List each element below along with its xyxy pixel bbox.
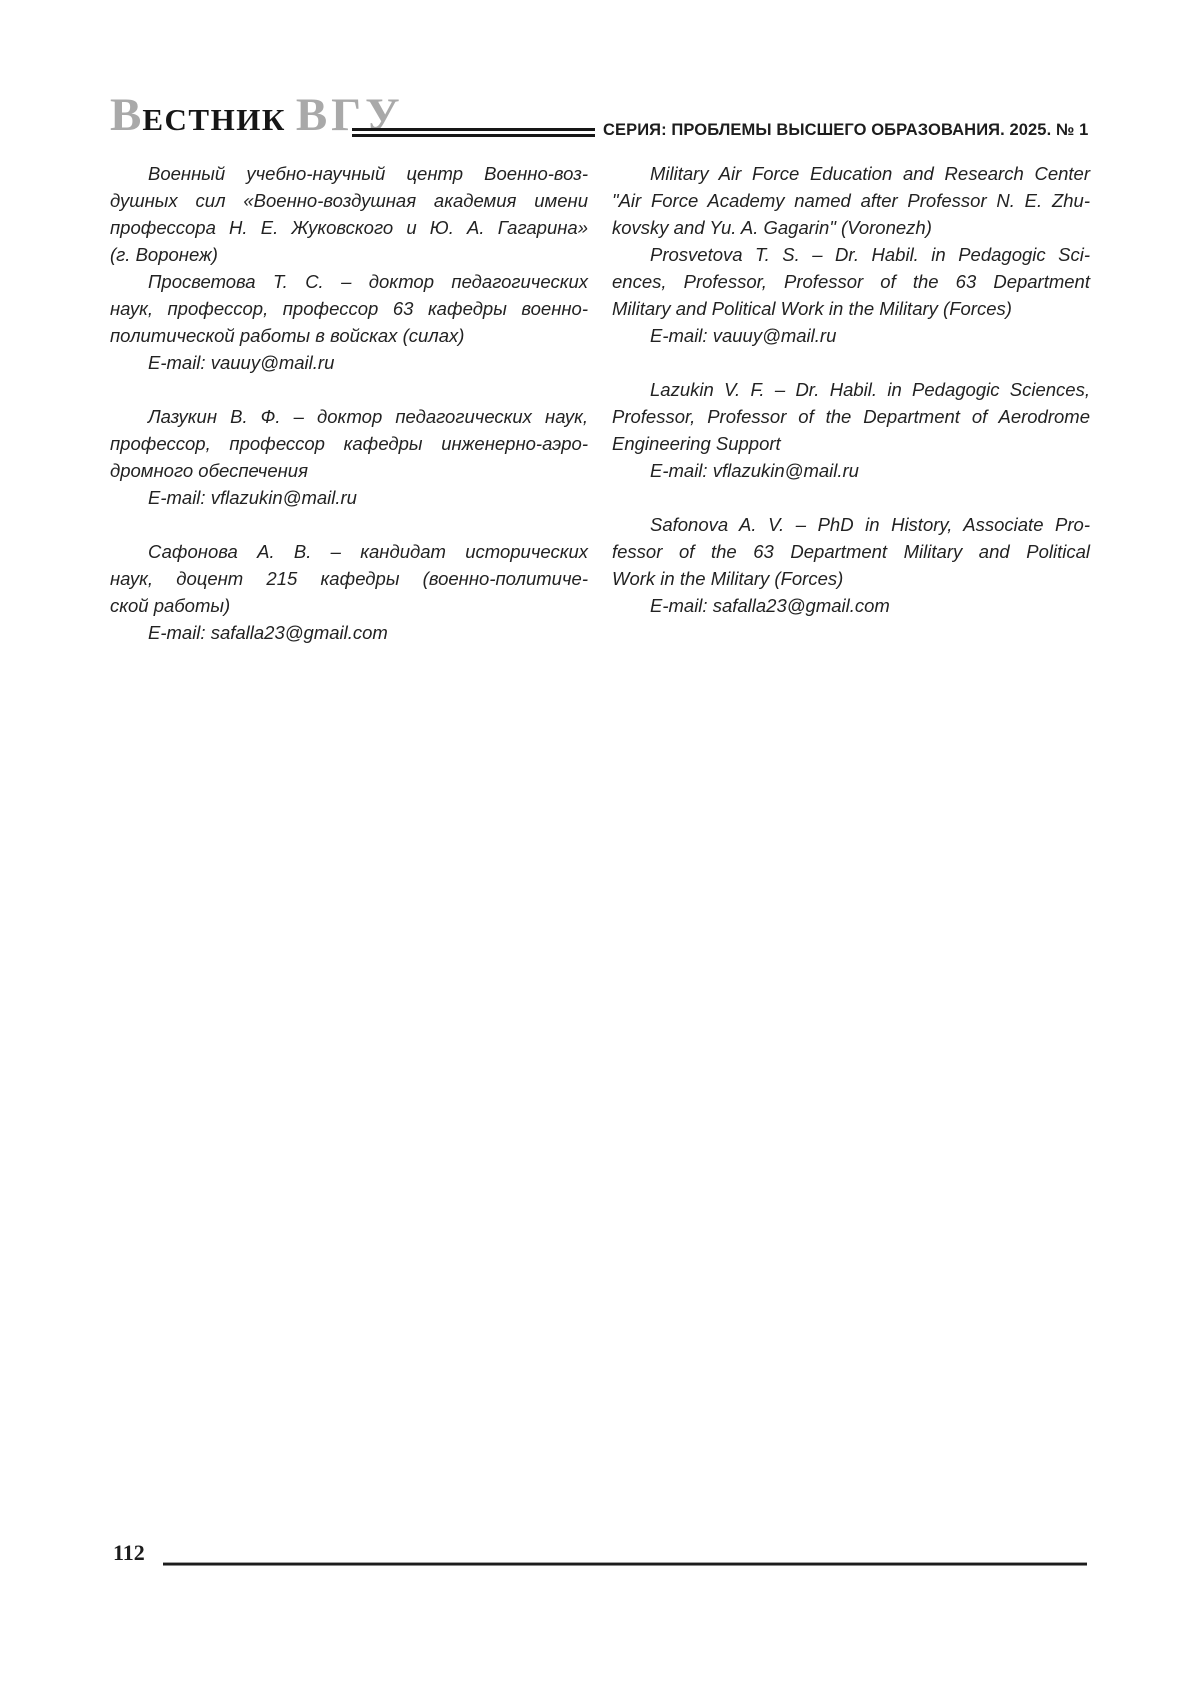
paragraph bbox=[612, 241, 1090, 322]
page-footer bbox=[0, 1540, 1200, 1580]
page-header bbox=[0, 0, 1200, 150]
text-line: E-mail: vflazukin@mail.ru bbox=[148, 487, 357, 508]
text-line: ences, Professor, Professor of the 63 Department bbox=[612, 271, 1090, 292]
logo-word-rest: ЕСТНИК bbox=[142, 102, 286, 137]
header-double-rule bbox=[352, 128, 595, 137]
paragraph bbox=[612, 160, 1090, 241]
paragraph bbox=[110, 538, 588, 619]
text-line: Professor, Professor of the Department of Aerodrome bbox=[612, 406, 1090, 427]
paragraph bbox=[110, 160, 588, 268]
paragraph bbox=[612, 322, 1090, 349]
text-line: E-mail: vauuy@mail.ru bbox=[148, 352, 335, 373]
journal-logo bbox=[110, 89, 404, 147]
column-english bbox=[612, 160, 1090, 646]
text-line: (г. Воронеж) bbox=[110, 244, 218, 265]
text-line: E-mail: vauuy@mail.ru bbox=[650, 325, 837, 346]
text-line: дромного обеспечения bbox=[110, 460, 308, 481]
text-line: Military and Political Work in the Military (Forces) bbox=[612, 298, 1012, 319]
text-line: ской работы) bbox=[110, 595, 231, 616]
text-line: профессора Н. Е. Жуковского и Ю. А. Гагарина» bbox=[110, 217, 588, 238]
text-line: kovsky and Yu. A. Gagarin" (Voronezh) bbox=[612, 217, 932, 238]
text-line: Сафонова А. В. – кандидат исторических bbox=[148, 541, 588, 562]
text-line: E-mail: safalla23@gmail.com bbox=[148, 622, 388, 643]
series-title: СЕРИЯ: ПРОБЛЕМЫ ВЫСШЕГО ОБРАЗОВАНИЯ. 2025. № 1 bbox=[603, 121, 1089, 139]
text-line: душных сил «Военно-воздушная академия имени bbox=[110, 190, 588, 211]
author-info-columns bbox=[110, 160, 1090, 646]
paragraph bbox=[110, 268, 588, 349]
column-russian bbox=[110, 160, 588, 646]
text-line: Prosvetova T. S. – Dr. Habil. in Pedagogic Sci- bbox=[650, 244, 1090, 265]
paragraph bbox=[110, 349, 588, 376]
paragraph bbox=[612, 457, 1090, 484]
text-line: наук, профессор, профессор 63 кафедры военно- bbox=[110, 298, 588, 319]
paragraph bbox=[612, 511, 1090, 592]
text-line: Military Air Force Education and Research Center bbox=[650, 163, 1090, 184]
paragraph bbox=[110, 619, 588, 646]
text-line: Lazukin V. F. – Dr. Habil. in Pedagogic Sciences, bbox=[650, 379, 1090, 400]
paragraph bbox=[110, 484, 588, 511]
text-line: Военный учебно-научный центр Военно-воз- bbox=[148, 163, 588, 184]
paragraph bbox=[612, 592, 1090, 619]
text-line: Лазукин В. Ф. – доктор педагогических наук, bbox=[148, 406, 588, 427]
text-line: профессор, профессор кафедры инженерно-аэро- bbox=[110, 433, 588, 454]
paragraph bbox=[110, 403, 588, 484]
page-number: 112 bbox=[113, 1540, 145, 1565]
logo-initial-letter: В bbox=[110, 89, 143, 141]
text-line: fessor of the 63 Department Military and Political bbox=[612, 541, 1090, 562]
text-line: "Air Force Academy named after Professor N. E. Zhu- bbox=[612, 190, 1090, 211]
text-line: наук, доцент 215 кафедры (военно-политиче- bbox=[110, 568, 588, 589]
text-line: E-mail: vflazukin@mail.ru bbox=[650, 460, 859, 481]
text-line: Просветова Т. С. – доктор педагогических bbox=[148, 271, 588, 292]
text-line: политической работы в войсках (силах) bbox=[110, 325, 465, 346]
text-line: Work in the Military (Forces) bbox=[612, 568, 844, 589]
text-line: Engineering Support bbox=[612, 433, 781, 454]
text-line: Safonova A. V. – PhD in History, Associate Pro- bbox=[650, 514, 1090, 535]
logo-university-abbr: ВГУ bbox=[295, 89, 404, 141]
paragraph bbox=[612, 376, 1090, 457]
footer-rule bbox=[163, 1562, 1087, 1566]
text-line: E-mail: safalla23@gmail.com bbox=[650, 595, 890, 616]
